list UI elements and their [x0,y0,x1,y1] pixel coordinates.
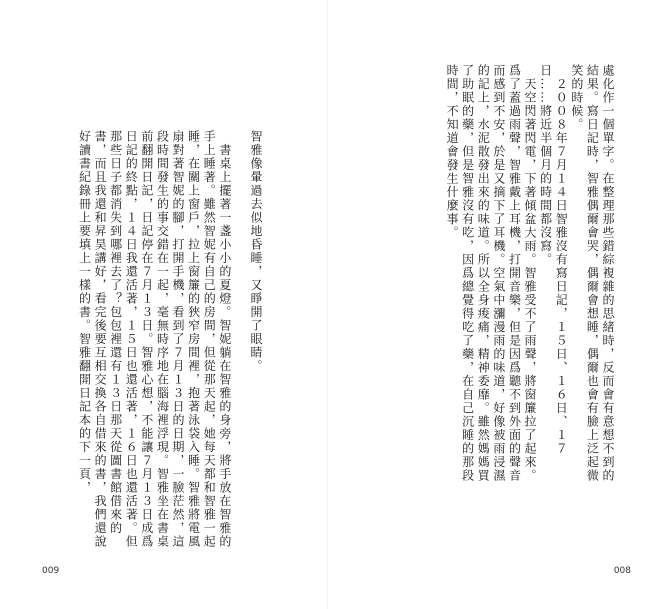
left-page [0,0,327,609]
left-page-number: 009 [42,566,60,576]
right-page-body-text: 處化作一個單字。在整理那些錯綜複雜的思緒時，反而會有意想不到的結果。寫日記時，智雅偶爾會哭，偶爾會想睡，偶爾也會有臉上泛起微笑的時候。 ２００８年７月１４日智雅沒有寫日記，１５日、１６日、１７日……將近半個月的時間都沒寫。 天空閃著閃電，下著傾盆大雨。智雅受不了雨聲，將窗簾拉了起來。爲了蓋過雨聲，智雅戴上耳機，打開音樂，但是因爲聽不到外面的聲音而感到不安，於是又摘下了耳機。空氣中瀰漫雨的味道，好像被雨浸濕的記上，水泥散發出來的味道。所以全身痠痛，精神委靡。雖然媽媽買了助眠的藥，但是智雅沒有吃，因爲總覺得吃了藥，在自己沉睡的那段時間，不知道會發生什麼事。 [445,64,615,483]
left-page-body-text: 智雅像暈過去似地昏睡，又睜開了眼睛。 書桌上擺著一盞小小的夏燈。智妮躺在智雅的身旁，將手放在智雅的手上睡著。雖然智妮有自己的房間，但從那天起，她每天都和智雅一起睡，在關上窗戶，拉上窗簾的狹窄房間裡，抱著泳袋入睡。智雅將電風扇對著智妮的腳，打開手機，看到了７月１３日的日期，一臉茫然，這段時間發生的事交錯在一起，毫無時序地在腦海裡浮現。智雅坐在書桌前翻開日記，日記停在７月１３日。智雅心想，不能讓７月１３日成爲日記的終點，１４日我還活著，１５日也還活著，１６日也還活著。但那些日子都消失到哪裡去了？包包裡還有１３日那天從圖書館借來的書，而且我還和昇昊講好，看完後要互相交換各自借來的書，我們還說好讀書紀錄冊上要填上一樣的書。智雅翻開日記本的下一頁， [77,130,263,549]
right-page [328,0,655,609]
right-page-number: 008 [613,566,631,576]
